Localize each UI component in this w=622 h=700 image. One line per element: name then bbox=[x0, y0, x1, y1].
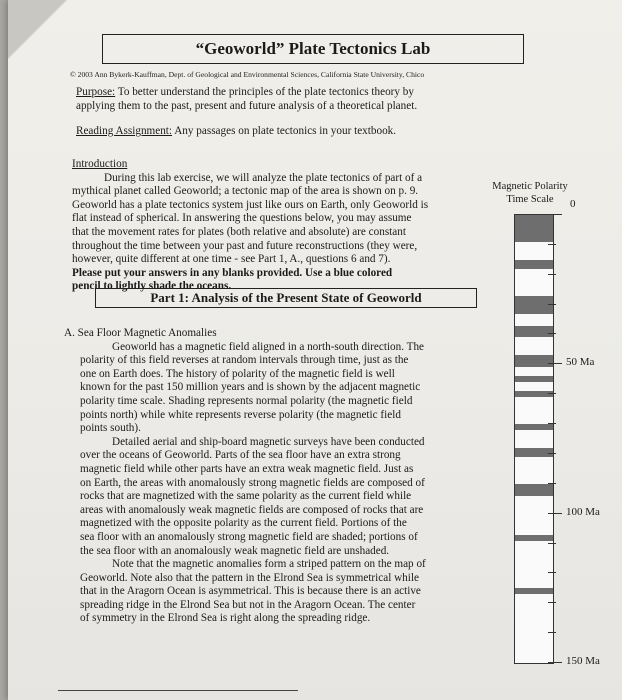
introduction-heading: Introduction bbox=[72, 158, 128, 170]
section-a-paragraph-1 bbox=[64, 341, 484, 436]
purpose-label: Purpose: bbox=[76, 86, 116, 98]
scale-major-tick bbox=[552, 513, 562, 514]
text-line: magnetized with the opposite polarity as the current field. Portions of the bbox=[80, 517, 407, 530]
section-a-paragraph-3 bbox=[64, 558, 484, 626]
scale-tick-label: 100 Ma bbox=[566, 505, 600, 518]
reading-label: Reading Assignment: bbox=[76, 125, 173, 137]
normal-polarity-band bbox=[515, 376, 553, 382]
lab-sheet bbox=[8, 0, 622, 700]
normal-polarity-band bbox=[515, 215, 553, 242]
scale-tick-label: 50 Ma bbox=[566, 356, 595, 369]
normal-polarity-band bbox=[515, 424, 553, 430]
text-line: Note that the magnetic anomalies form a striped pattern on the map of bbox=[112, 558, 426, 571]
scale-tick bbox=[548, 602, 556, 603]
text-line: magnetic field while other parts have an extra weak magnetic field. Just as bbox=[80, 462, 414, 475]
scale-tick bbox=[548, 274, 556, 275]
polarity-time-scale-bar bbox=[514, 214, 554, 664]
intro-instruction-line: pencil to lightly shade the oceans. bbox=[72, 280, 232, 293]
scale-tick-label: 0 bbox=[570, 198, 576, 210]
intro-line: however, quite different at one time - see Part 1, A., questions 6 and 7). bbox=[72, 253, 391, 266]
normal-polarity-band bbox=[515, 260, 553, 269]
polarity-scale-title-line-2: Time Scale bbox=[506, 194, 554, 205]
page-title: “Geoworld” Plate Tectonics Lab bbox=[102, 34, 524, 64]
purpose-line-2: applying them to the past, present and future analysis of a theoretical planet. bbox=[76, 99, 418, 112]
intro-line: During this lab exercise, we will analyze the plate tectonics of part of a bbox=[104, 171, 423, 184]
section-a-magnetic-anomalies bbox=[64, 327, 484, 626]
scale-major-tick bbox=[552, 363, 562, 364]
text-line: rocks that are magnetized with the same polarity as the current field while bbox=[80, 490, 412, 503]
purpose-paragraph bbox=[76, 86, 476, 113]
text-line: known for the past 150 million years and is shown by the adjacent magnetic bbox=[80, 381, 421, 394]
scale-major-tick bbox=[552, 214, 562, 215]
text-line: Geoworld. Note also that the pattern in the Elrond Sea is symmetrical while bbox=[80, 571, 419, 584]
section-a-heading: A. Sea Floor Magnetic Anomalies bbox=[64, 327, 217, 339]
scale-tick bbox=[548, 423, 556, 424]
text-line: over the oceans of Geoworld. Parts of the sea floor have an extra strong bbox=[80, 449, 401, 462]
scale-tick-label: 150 Ma bbox=[566, 655, 600, 667]
normal-polarity-band bbox=[515, 391, 553, 397]
text-line: one on Earth does. The history of polarity of the magnetic field is well bbox=[80, 367, 395, 380]
copyright-notice: © 2003 Ann Bykerk-Kauffman, Dept. of Geological and Environmental Sciences, California State University, Chico bbox=[70, 70, 425, 79]
text-line: polarity of this field reverses at random intervals through time, just as the bbox=[80, 354, 409, 367]
text-line: Geoworld has a magnetic field aligned in a north-south direction. The bbox=[112, 340, 425, 353]
polarity-scale-title-line-1: Magnetic Polarity bbox=[492, 181, 568, 192]
normal-polarity-band bbox=[515, 588, 553, 594]
intro-line: Geoworld has a plate tectonics system just like ours on Earth, only Geoworld is bbox=[72, 198, 429, 211]
part1-heading: Part 1: Analysis of the Present State of Geoworld bbox=[95, 288, 477, 308]
scale-tick bbox=[548, 393, 556, 394]
text-line: that in the Aragorn Ocean is asymmetrical. This is because there is an active bbox=[80, 585, 421, 598]
text-line: of symmetry in the Elrond Sea is right along the spreading ridge. bbox=[80, 612, 371, 625]
scale-tick bbox=[548, 333, 556, 334]
text-line: sea floor with an anomalously strong magnetic field are shaded; portions of bbox=[80, 530, 418, 543]
scale-tick bbox=[548, 483, 556, 484]
text-line: polarity time scale. Shading represents normal polarity (the magnetic field bbox=[80, 394, 413, 407]
scale-tick bbox=[548, 244, 556, 245]
intro-line: flat instead of spherical. In answering the questions below, you may assume bbox=[72, 212, 412, 225]
introduction-section bbox=[72, 158, 482, 294]
normal-polarity-band bbox=[515, 355, 553, 367]
scale-tick bbox=[548, 453, 556, 454]
text-line: areas with anomalously weak magnetic fields are composed of rocks that are bbox=[80, 503, 424, 516]
page-corner-fold bbox=[8, 0, 68, 60]
text-line: the sea floor with an anomalously weak magnetic field are unshaded. bbox=[80, 544, 390, 557]
answer-blank-line bbox=[58, 690, 298, 691]
polarity-scale-title bbox=[480, 180, 580, 206]
scale-tick bbox=[548, 543, 556, 544]
intro-instruction-line: Please put your answers in any blanks provided. Use a blue colored bbox=[72, 266, 393, 279]
scale-major-tick bbox=[552, 662, 562, 663]
scale-tick bbox=[548, 632, 556, 633]
scale-tick bbox=[548, 304, 556, 305]
text-line: points north) while white represents reverse polarity (the magnetic field bbox=[80, 408, 401, 421]
purpose-line-1: To better understand the principles of the plate tectonics theory by bbox=[117, 86, 414, 98]
intro-line: throughout the time between your past and future reconstructions (they were, bbox=[72, 239, 418, 252]
normal-polarity-band bbox=[515, 326, 553, 338]
normal-polarity-band bbox=[515, 535, 553, 541]
text-line: points south). bbox=[80, 422, 141, 435]
text-line: spreading ridge in the Elrond Sea but not in the Aragorn Ocean. The center bbox=[80, 598, 416, 611]
scale-tick bbox=[548, 572, 556, 573]
reading-text: Any passages on plate tectonics in your textbook. bbox=[174, 125, 397, 137]
text-line: Detailed aerial and ship-board magnetic surveys have been conducted bbox=[112, 435, 425, 448]
intro-line: mythical planet called Geoworld; a tectonic map of the area is shown on p. 9. bbox=[72, 185, 419, 198]
reading-assignment bbox=[76, 125, 496, 139]
text-line: on Earth, the areas with anomalously strong magnetic fields are composed of bbox=[80, 476, 425, 489]
intro-line: that the movement rates for plates (both relative and absolute) are constant bbox=[72, 225, 406, 238]
section-a-paragraph-2 bbox=[64, 436, 484, 558]
normal-polarity-band bbox=[515, 484, 553, 496]
